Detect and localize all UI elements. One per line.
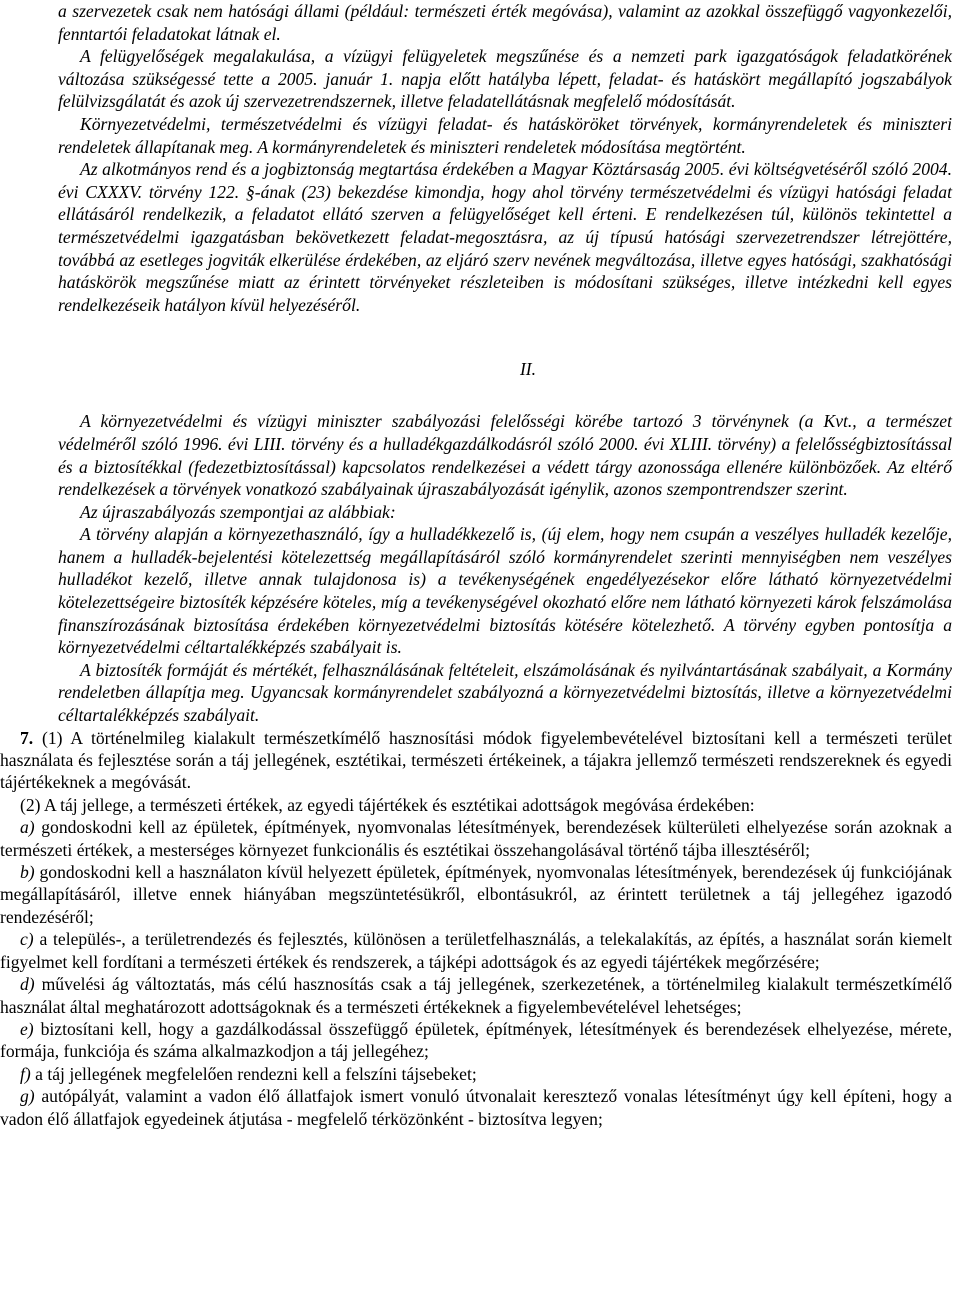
list-letter-e: e) (20, 1018, 34, 1039)
point-7-lead-text: (1) A történelmileg kialakult természetkímélő hasznosítási módok figyelembevételével biztosítani kell a természeti terület használata és fejlesztése során a táj jellegének, esztétikai, természeti értékeinek, a tájakra jellemző természeti rendszereknek és egyedi tájértékeknek a megóvását. (0, 727, 952, 793)
list-letter-b: b) (20, 862, 35, 883)
section-paragraph-2: Az újraszabályozás szempontjai az alábbiak: (80, 501, 396, 522)
intro-paragraph-2: A felügyelőségek megalakulása, a vízügyi felügyeletek megszűnése és a nemzeti park igazgatóságok feladatkörének változása szükségessé tette a 2005. január 1. napja előtt hatályba lépett, feladat- és hatáskört megállapító jogszabályok felülvizsgálatát és azok új szervezetrendszernek, illetve feladatellátásnak megfelelő módosítását. (58, 46, 952, 112)
point-7 (0, 727, 952, 1130)
list-item-b (0, 861, 952, 928)
list-item-f (0, 1063, 952, 1085)
intro-paragraph-3: Környezetvédelmi, természetvédelmi és vízügyi feladat- és hatásköröket törvények, kormányrendeletek és miniszteri rendeletek állapítanak meg. A kormányrendeletek és miniszteri rendeletek módosítása megtörtént. (58, 113, 952, 157)
point-7-paragraph-2: (2) A táj jellege, a természeti értékek, az egyedi tájértékek és esztétikai adottságok megóvása érdekében: (20, 794, 755, 815)
list-letter-c: c) (20, 929, 34, 950)
list-letter-f: f) (20, 1063, 31, 1084)
list-item-d (0, 973, 952, 1018)
section-paragraph-4: A biztosíték formáját és mértékét, felhasználásának feltételeit, elszámolásának és nyilvántartásának szabályait, a Kormány rendeletben állapítja meg. Ugyancsak kormányrendelet szabályozná a környezetvédelmi biztosítás, illetve a környezetvédelmi céltartalékképzés szabályait. (58, 659, 952, 726)
intro-paragraph-4: Az alkotmányos rend és a jogbiztonság megtartása érdekében a Magyar Köztársaság 2005. évi költségvetéséről szóló 2004. évi CXXXV. törvény 122. §-ának (23) bekezdése kimondja, hogy ahol törvény természetvédelmi és vízügyi hatósági feladat ellátásáról rendelkezik, a feladatot ellátó szerven a felügyelőséget kell érteni. E rendelkezésen túl, különös tekintettel a természetvédelmi igazgatásban bekövetkezett feladat-megosztásra, az új típusú hatósági szervezetrendszer létrejöttére, továbbá az esetleges jogviták elkerülése érdekében, az eljáró szerv nevének megváltozása, illetve egyes hatósági, szakhatósági hatáskörök megszűnése miatt az érintett törvényeket részleteiben is módosítani szükséges, illetve intézkedni kell egyes rendelkezéseik hatályon kívül helyezéséről. (58, 159, 952, 315)
intro-section (58, 0, 952, 316)
list-item-g (0, 1085, 952, 1130)
point-number: 7. (20, 727, 34, 748)
point-7-lead-paragraph (0, 727, 952, 794)
list-text-b: gondoskodni kell a használaton kívül helyezett épületek, építmények, nyomvonalas létesítmények, berendezések új funkciójának megállapításáról, illetve ennek hiányában megszüntetésükről, elbontásukról, az érintett területnek a táj jellegéhez igazodó rendezéséről; (0, 862, 952, 927)
list-text-a: gondoskodni kell az épületek, építmények, nyomvonalas létesítmények, berendezések külterületi elhelyezése során azoknak a természeti értékek, a mesterséges környezet funkcionális és esztétikai összehangolásával történő tájba illesztéséről; (0, 817, 952, 860)
section-ii (58, 410, 952, 726)
list-letter-d: d) (20, 974, 35, 995)
list-text-e: biztosítani kell, hogy a gazdálkodással összefüggő épületek, építmények, létesítmények és berendezések elhelyezése, mérete, formája, funkciója és száma alkalmazkodjon a táj jellegéhez; (0, 1018, 952, 1062)
list-item-c (0, 928, 952, 973)
intro-paragraph-1: a szervezetek csak nem hatósági állami (például: természeti érték megóvása), valamint az azokkal összefüggő vagyonkezelői, fenntartói feladatokat látnak el. (58, 1, 952, 44)
list-letter-g: g) (20, 1086, 35, 1107)
section-paragraph-1: A környezetvédelmi és vízügyi miniszter szabályozási felelősségi körébe tartozó 3 törvénynek (a Kvt., a természet védelméről szóló 1996. évi LIII. törvény és a hulladékgazdálkodásról szóló 2000. évi XLIII. törvény) a felelősségbiztosítással és a biztosítékkal (fedezetbiztosítással) kapcsolatos rendelkezései a védett tárgy azonossága ellenére különbözőek. Az eltérő rendelkezések a törvények vonatkozó szabályainak újraszabályozását igénylik, azonos szempontrendszer szerint. (58, 411, 952, 500)
list-letter-a: a) (20, 817, 35, 838)
list-text-d: művelési ág változtatás, más célú hasznosítás csak a táj jellegének, szerkezetének, a történelmileg kialakult természetkímélő használat által meghatározott adottságoknak és a természeti értékeknek a figyelembevételével lehetséges; (0, 974, 952, 1017)
list-item-a (0, 816, 952, 861)
list-item-e (0, 1018, 952, 1063)
section-heading: II. (519, 359, 537, 380)
section-paragraph-3: A törvény alapján a környezethasználó, így a hulladékkezelő is, (új elem, hogy nem csupán a veszélyes hulladék kezelője, hanem a hulladék-bejelentési kötelezettség megállapításáról szóló kormányrendelet szerinti mennyiségben nem veszélyes hulladékot kezelő, illetve annak tulajdonosa is) a tevékenységének engedélyezésekor előre látható környezetvédelmi kötelezettségeire biztosíték képzésére köteles, míg a tevékenységével okozható előre nem látható környezeti károk felszámolása finanszírozásának biztosítása érdekében környezetvédelmi biztosítás kötésére kötelezhető. A törvény egyben pontosítja a környezetvédelmi céltartalékképzés szabályait is. (58, 524, 952, 658)
list-text-g: autópályát, valamint a vadon élő állatfajok ismert vonuló útvonalait keresztező vonalas létesítményt úgy kell építeni, hogy a vadon élő állatfajok egyedeinek átjutása - megfelelő térközönként - biztosítva legyen; (0, 1086, 952, 1129)
list-text-c: a település-, a területrendezés és fejlesztés, különösen a területfelhasználás, a telekalakítás, az építés, a használat során kiemelt figyelmet kell fordítani a természeti értékek és rendszerek, a tájképi adottságok és az egyedi tájértékek megőrzésére; (0, 929, 952, 972)
list-text-f: a táj jellegének megfelelően rendezni kell a felszíni tájsebeket; (35, 1063, 477, 1084)
